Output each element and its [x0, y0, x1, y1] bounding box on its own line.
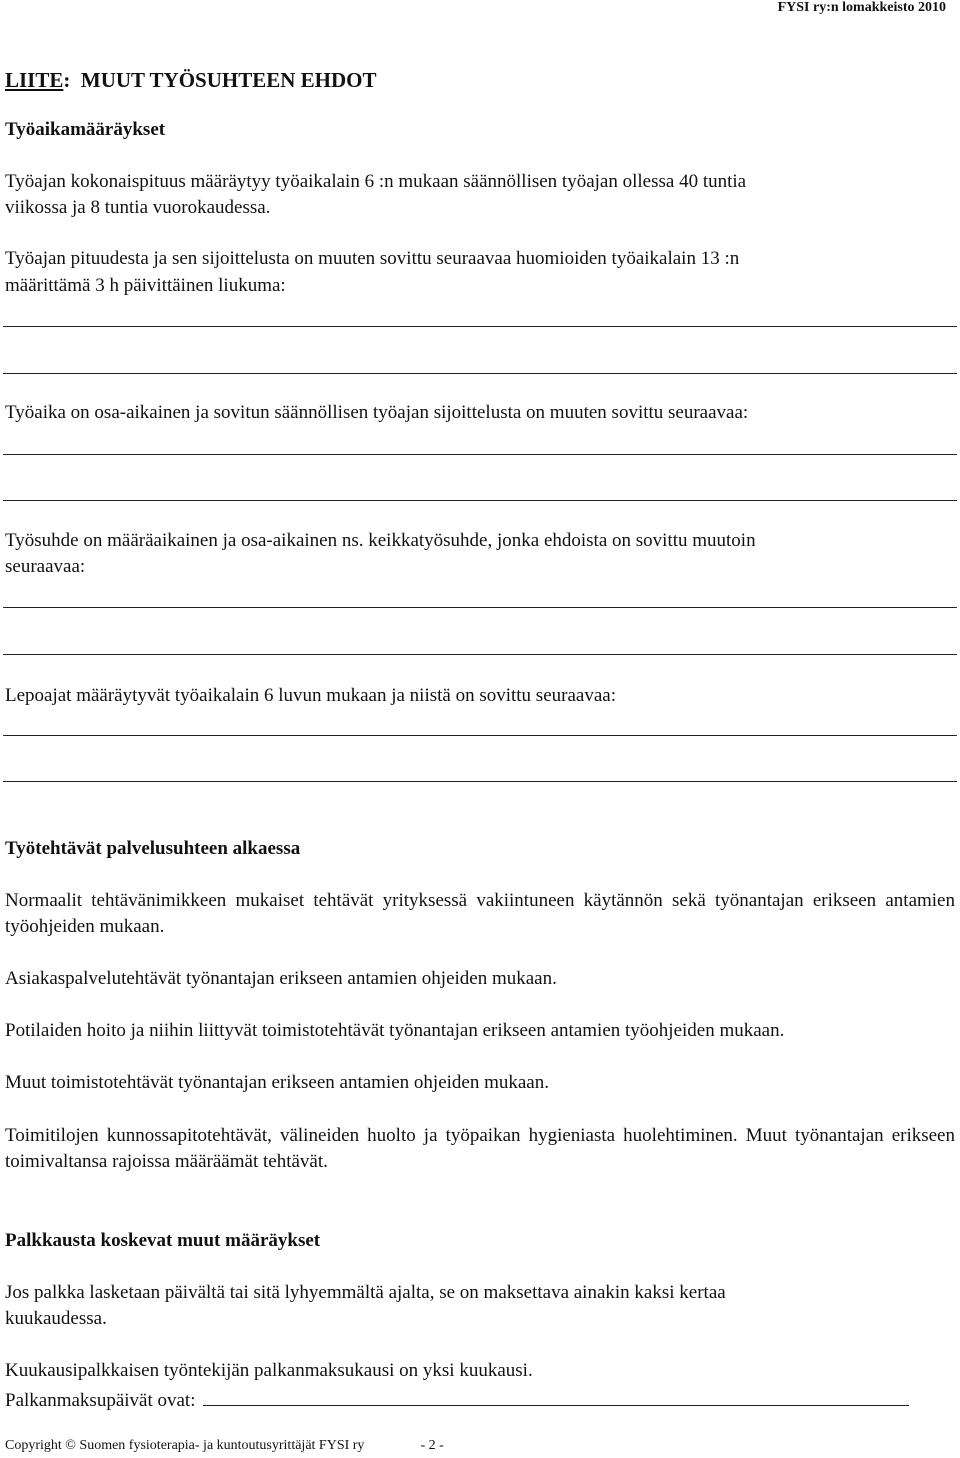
- palkkaus-p3: [5, 1385, 909, 1414]
- tyoaika-p3: Työaika on osa-aikainen ja sovitun säännöllisen työajan sijoittelusta on muuten sovittu seuraavaa:: [5, 402, 749, 423]
- title-text: MUUT TYÖSUHTEEN EHDOT: [80, 68, 377, 92]
- tyoaika-p2-line2: määrittämä 3 h päivittäinen liukuma:: [5, 275, 286, 296]
- tyoaika-p4-line1: Työsuhde on määräaikainen ja osa-aikainen ns. keikkatyösuhde, jonka ehdoista on sovittu muutoin: [5, 530, 756, 551]
- tehtavat-p1: Normaalit tehtävänimikkeen mukaiset tehtävät yrityksessä vakiintuneen käytännön sekä työnantajan erikseen antamien työohjeiden mukaan.: [5, 890, 955, 937]
- title-colon: :: [63, 68, 71, 92]
- fill-line[interactable]: [3, 781, 957, 782]
- page-number: - 2 -: [420, 1438, 444, 1453]
- tyoaika-p1-line1: Työajan kokonaispituus määräytyy työaikalain 6 :n mukaan säännöllisen työajan ollessa 40 tuntia: [5, 171, 747, 192]
- page-footer: [5, 1438, 444, 1454]
- fill-line[interactable]: [3, 500, 957, 501]
- fill-line[interactable]: [3, 454, 957, 455]
- title-prefix: LIITE: [5, 68, 64, 92]
- footer-copyright: Copyright © Suomen fysioterapia- ja kuntoutusyrittäjät FYSI ry: [5, 1438, 365, 1453]
- document-header: FYSI ry:n lomakkeisto 2010: [777, 0, 946, 15]
- tehtavat-p4: Muut toimistotehtävät työnantajan erikseen antamien ohjeiden mukaan.: [5, 1072, 549, 1093]
- fill-line[interactable]: [3, 654, 957, 655]
- heading-palkkaus: Palkkausta koskevat muut määräykset: [5, 1230, 321, 1251]
- heading-tehtavat: Työtehtävät palvelusuhteen alkaessa: [5, 838, 301, 859]
- heading-tyoaika: Työaikamääräykset: [5, 119, 166, 140]
- fill-line[interactable]: [3, 735, 957, 736]
- palkkaus-p1-line1: Jos palkka lasketaan päivältä tai sitä lyhyemmältä ajalta, se on maksettava ainakin kaksi kertaa: [5, 1282, 726, 1303]
- palkanmaksupaivat-label: Palkanmaksupäivät ovat:: [5, 1390, 196, 1411]
- fill-line[interactable]: [3, 373, 957, 374]
- fill-line[interactable]: [3, 326, 957, 327]
- fill-line[interactable]: [3, 607, 957, 608]
- tehtavat-p3: Potilaiden hoito ja niihin liittyvät toimistotehtävät työnantajan erikseen antamien työohjeiden mukaan.: [5, 1020, 785, 1041]
- palkanmaksupaivat-fill-line[interactable]: [203, 1385, 909, 1406]
- page-title: [5, 67, 377, 93]
- palkkaus-p1-line2: kuukaudessa.: [5, 1308, 107, 1329]
- tehtavat-p5: Toimitilojen kunnossapitotehtävät, välineiden huolto ja työpaikan hygieniasta huolehtiminen. Muut työnantajan erikseen toimivaltansa rajoissa määräämät tehtävät.: [5, 1125, 955, 1172]
- tyoaika-p2-line1: Työajan pituudesta ja sen sijoittelusta on muuten sovittu seuraavaa huomioiden työaikalain 13 :n: [5, 248, 740, 269]
- tyoaika-p5: Lepoajat määräytyvät työaikalain 6 luvun mukaan ja niistä on sovittu seuraavaa:: [5, 685, 616, 706]
- tyoaika-p4-line2: seuraavaa:: [5, 556, 86, 577]
- tehtavat-p2: Asiakaspalvelutehtävät työnantajan erikseen antamien ohjeiden mukaan.: [5, 968, 557, 989]
- palkkaus-p2: Kuukausipalkkaisen työntekijän palkanmaksukausi on yksi kuukausi.: [5, 1360, 533, 1381]
- tyoaika-p1-line2: viikossa ja 8 tuntia vuorokaudessa.: [5, 197, 271, 218]
